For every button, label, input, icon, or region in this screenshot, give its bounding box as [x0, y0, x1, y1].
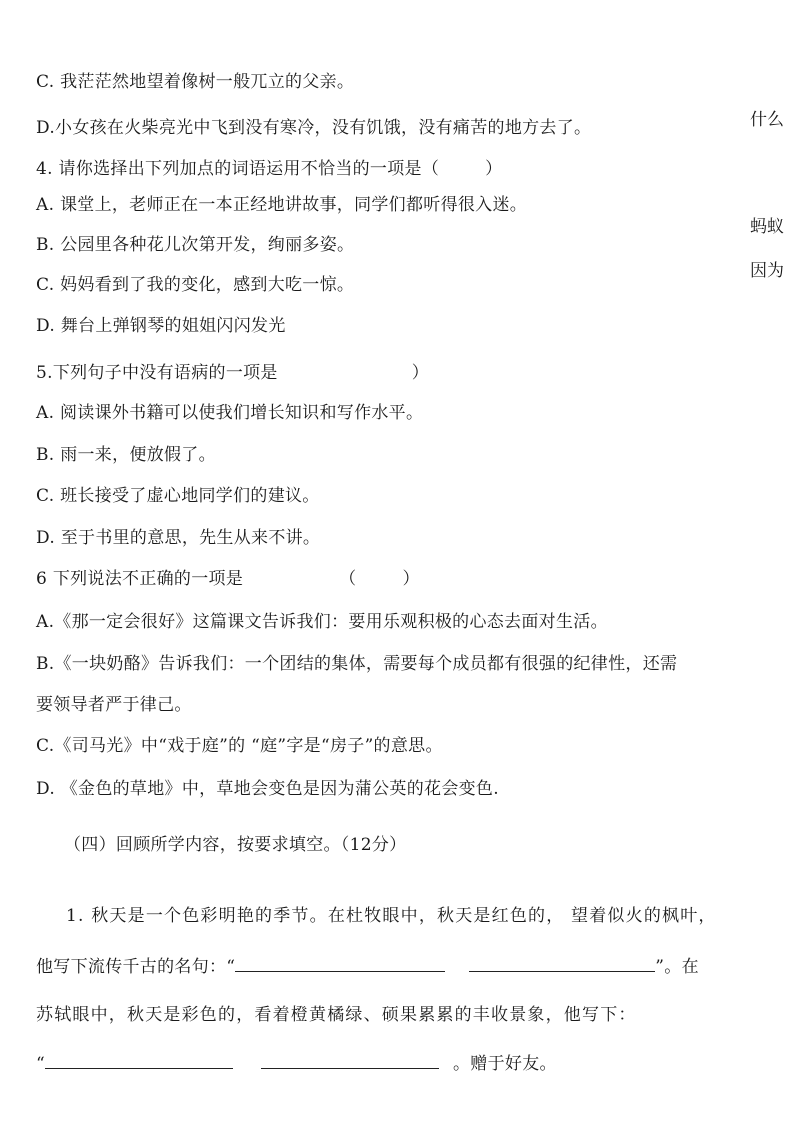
fill1-blank-4[interactable] — [261, 1050, 439, 1069]
fill1-line4-suffix: 。赠于好友。 — [453, 1054, 557, 1074]
fill1-line2-prefix: 他写下流传千古的名句：“ — [36, 957, 236, 977]
q5-stem-text: 5.下列句子中没有语病的一项是 — [36, 363, 278, 383]
q6-stem — [36, 567, 420, 591]
q6-option-b-line1: B.《一块奶酪》告诉我们：一个团结的集体，需要每个成员都有很强的纪律性，还需 — [36, 654, 678, 674]
q4-stem-text: 4. 请你选择出下列加点的词语运用不恰当的一项是（ — [36, 159, 440, 179]
fill1-line3: 苏轼眼中，秋天是彩色的，看着橙黄橘绿、硕果累累的丰收景象，他写下： — [36, 1005, 637, 1025]
q3-option-c: C. 我茫茫然地望着像树一般兀立的父亲。 — [36, 72, 355, 92]
side-fragment-2: 蚂蚁 — [750, 217, 784, 237]
q4-stem-close: ） — [485, 159, 503, 179]
q5-stem-close: ） — [411, 363, 430, 383]
q4-option-a: A. 课堂上，老师正在一本正经地讲故事，同学们都听得很入迷。 — [36, 195, 528, 215]
q5-stem — [36, 361, 429, 385]
q6-option-c: C.《司马光》中“戏于庭”的 “庭”字是“房子”的意思。 — [36, 736, 443, 756]
q4-option-d: D. 舞台上弹钢琴的姐姐闪闪发光 — [36, 316, 286, 336]
q6-option-b-line2: 要领导者严于律己。 — [36, 695, 192, 715]
q4-option-b: B. 公园里各种花儿次第开发，绚丽多姿。 — [36, 235, 355, 255]
q5-option-d: D. 至于书里的意思，先生从来不讲。 — [36, 528, 321, 548]
side-fragment-1: 什么 — [750, 110, 784, 130]
q6-stem-open: （ — [339, 569, 357, 589]
side-fragment-3: 因为 — [750, 261, 784, 281]
fill1-line4 — [36, 1050, 557, 1076]
q5-option-a: A. 阅读课外书籍可以使我们增长知识和写作水平。 — [36, 403, 424, 423]
q4-stem — [36, 157, 502, 181]
q6-option-a: A.《那一定会很好》这篇课文告诉我们：要用乐观积极的心态去面对生活。 — [36, 612, 608, 632]
fill1-line4-prefix: “ — [36, 1054, 45, 1074]
q6-stem-close: ） — [402, 569, 420, 589]
fill1-blank-3[interactable] — [45, 1050, 233, 1069]
fill1-blank-1[interactable] — [235, 953, 445, 972]
q4-option-c: C. 妈妈看到了我的变化，感到大吃一惊。 — [36, 275, 355, 295]
fill1-line2-suffix: ”。在 — [655, 957, 699, 977]
fill1-line1: 1. 秋天是一个色彩明艳的季节。在杜牧眼中，秋天是红色的， 望着似火的枫叶， — [66, 906, 717, 926]
q5-option-b: B. 雨一来，便放假了。 — [36, 445, 216, 465]
section-4-heading: （四）回顾所学内容，按要求填空。（12分） — [64, 835, 407, 855]
q5-option-c: C. 班长接受了虚心地同学们的建议。 — [36, 486, 320, 506]
fill1-line2 — [36, 953, 699, 979]
q3-option-d: D.小女孩在火柴亮光中飞到没有寒冷，没有饥饿，没有痛苦的地方去了。 — [36, 118, 592, 138]
q6-stem-text: 6 下列说法不正确的一项是 — [36, 569, 244, 589]
fill1-blank-2[interactable] — [469, 953, 655, 972]
q6-option-d: D. 《金色的草地》中，草地会变色是因为蒲公英的花会变色. — [36, 779, 499, 799]
